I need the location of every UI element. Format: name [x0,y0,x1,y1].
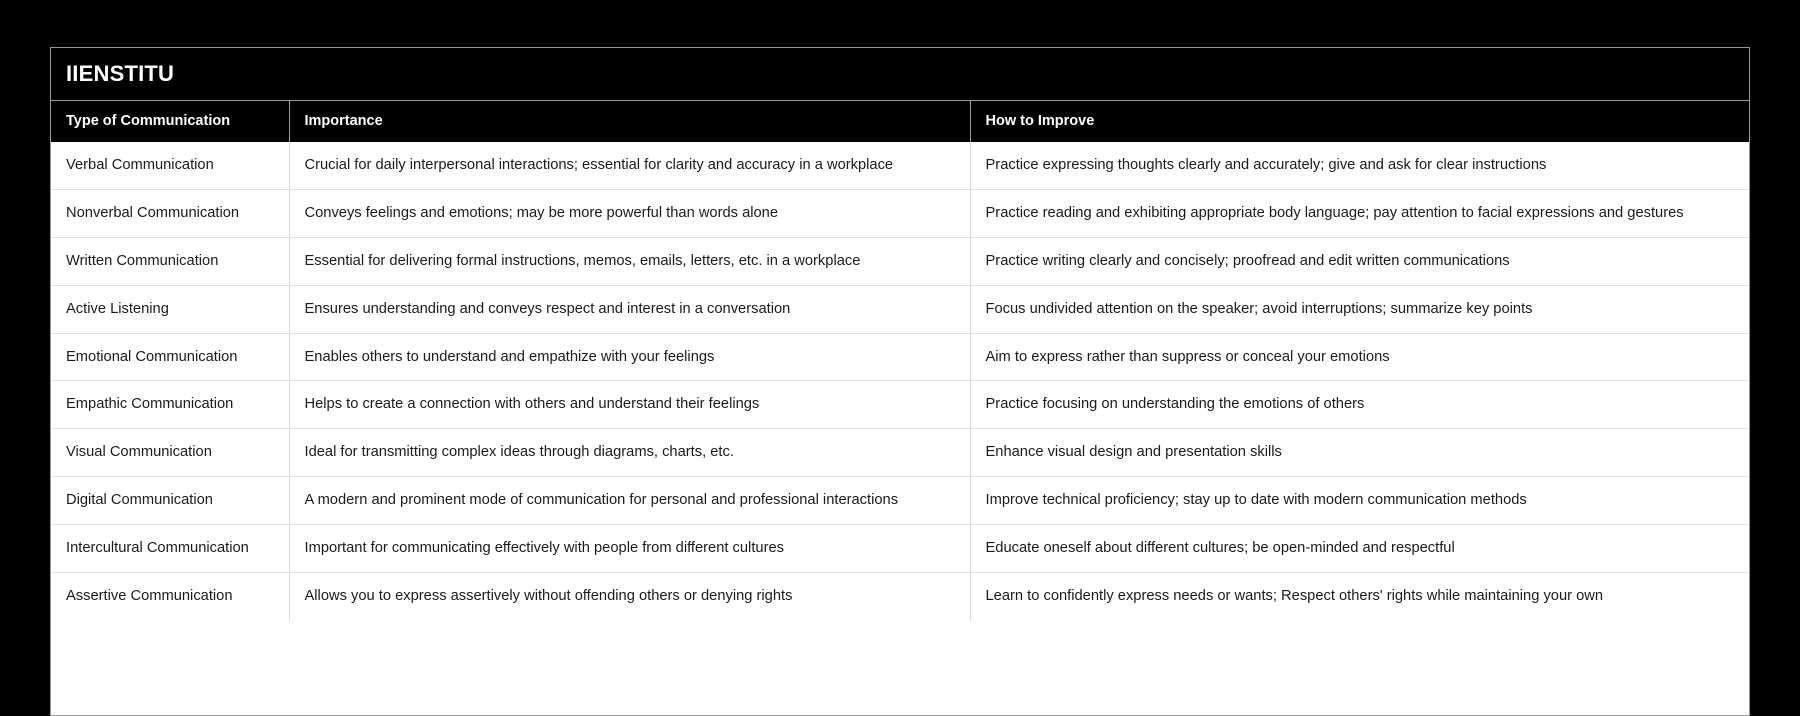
cell-importance: Important for communicating effectively with people from different cultures [289,525,970,573]
brand-title: IIENSTITU [66,61,175,86]
column-header-type[interactable]: Type of Communication [51,101,289,142]
table-row [51,333,1749,381]
cell-improve: Practice reading and exhibiting appropriate body language; pay attention to facial expressions and gestures [970,189,1749,237]
cell-type: Nonverbal Communication [51,189,289,237]
table-row [51,142,1749,189]
cell-importance: Essential for delivering formal instructions, memos, emails, letters, etc. in a workplace [289,237,970,285]
cell-type: Intercultural Communication [51,525,289,573]
table-row [51,237,1749,285]
cell-type: Empathic Communication [51,381,289,429]
cell-improve: Practice writing clearly and concisely; proofread and edit written communications [970,237,1749,285]
cell-type: Verbal Communication [51,142,289,189]
table-row [51,477,1749,525]
column-header-improve[interactable]: How to Improve [970,101,1749,142]
cell-type: Emotional Communication [51,333,289,381]
column-header-importance[interactable]: Importance [289,101,970,142]
cell-type: Written Communication [51,237,289,285]
cell-improve: Learn to confidently express needs or wants; Respect others' rights while maintaining your own [985,587,1604,604]
table-header [51,101,1749,142]
table-row [51,189,1749,237]
cell-importance: Conveys feelings and emotions; may be more powerful than words alone [289,189,970,237]
table-row [51,525,1749,573]
table-header-row [51,101,1749,142]
cell-importance: Helps to create a connection with others and understand their feelings [289,381,970,429]
cell-improve: Enhance visual design and presentation skills [970,429,1749,477]
cell-improve: Educate oneself about different cultures; be open-minded and respectful [970,525,1749,573]
cell-importance: Allows you to express assertively without offending others or denying rights [289,572,970,619]
brand-header [51,48,1749,101]
cell-importance: A modern and prominent mode of communication for personal and professional interactions [289,477,970,525]
cell-importance: Crucial for daily interpersonal interactions; essential for clarity and accuracy in a workplace [289,142,970,189]
cell-importance: Ideal for transmitting complex ideas through diagrams, charts, etc. [289,429,970,477]
cell-type: Visual Communication [51,429,289,477]
table-row [51,572,1749,619]
cell-importance: Ensures understanding and conveys respect and interest in a conversation [289,285,970,333]
table-row [51,429,1749,477]
table-row [51,285,1749,333]
cell-improve: Focus undivided attention on the speaker; avoid interruptions; summarize key points [970,285,1749,333]
cell-type: Assertive Communication [51,572,289,619]
communication-types-card [50,47,1750,716]
cell-improve: Practice focusing on understanding the emotions of others [970,381,1749,429]
table-body [51,142,1749,620]
cell-type: Digital Communication [51,477,289,525]
cell-improve: Improve technical proficiency; stay up to date with modern communication methods [970,477,1749,525]
cell-improve: Aim to express rather than suppress or conceal your emotions [970,333,1749,381]
cell-importance: Enables others to understand and empathize with your feelings [289,333,970,381]
cell-type: Active Listening [51,285,289,333]
table-row [51,381,1749,429]
communication-types-table [51,101,1749,620]
cell-improve: Practice expressing thoughts clearly and accurately; give and ask for clear instructions [970,142,1749,189]
